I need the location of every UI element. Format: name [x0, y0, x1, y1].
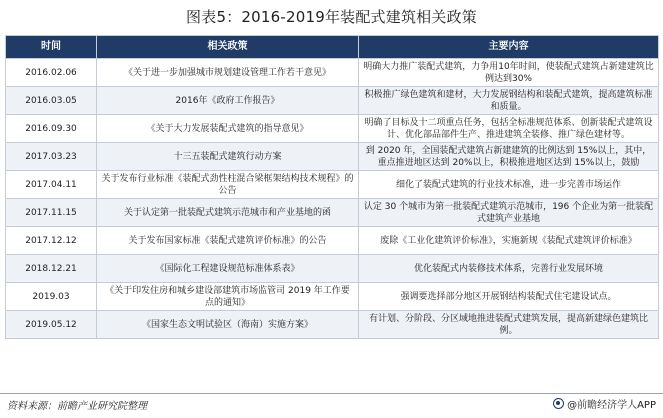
table-row: [6, 87, 659, 115]
cell-content: 细化了装配式建筑的行业技术标准，进一步完善市场运作: [359, 171, 659, 199]
table-row: [6, 199, 659, 227]
cell-time: 2017.03.23: [6, 143, 97, 171]
table-row: [6, 311, 659, 339]
source-note: 资料来源：前瞻产业研究院整理: [7, 401, 147, 412]
cell-time: 2017.12.12: [6, 227, 97, 255]
cell-time: 2019.05.12: [6, 311, 97, 339]
cell-policy: 关于发布国家标准《装配式建筑评价标准》的公告: [97, 227, 359, 255]
cell-policy: 《国际化工程建设规范标准体系表》: [97, 255, 359, 283]
brand-credit: [553, 396, 656, 411]
cell-content: 有计划、分阶段、分区域地推进装配式建筑发展，提高新建绿色建筑比例。: [359, 311, 659, 339]
table-row: [6, 227, 659, 255]
cell-policy: 关于认定第一批装配式建筑示范城市和产业基地的函: [97, 199, 359, 227]
brand-logo-icon: [553, 398, 564, 409]
cell-content: 优化装配式内装修技术体系，完善行业发展环境: [359, 255, 659, 283]
cell-time: 2017.11.15: [6, 199, 97, 227]
policy-table: [5, 35, 659, 339]
cell-time: 2016.02.06: [6, 59, 97, 87]
cell-content: 积极推广绿色建筑和建材，大力发展钢结构和装配式建筑，提高建筑标准和质量。: [359, 87, 659, 115]
table-row: [6, 115, 659, 143]
cell-policy: 《关于印发住房和城乡建设部建筑市场监管司 2019 年工作要点的通知》: [97, 283, 359, 311]
brand-text: @前瞻经济学人APP: [567, 400, 656, 411]
cell-policy: 《关于进一步加强城市规划建设管理工作若干意见》: [97, 59, 359, 87]
cell-content: 废除《工业化建筑评价标准》，实施新规《装配式建筑评价标准》: [359, 227, 659, 255]
table-header-row: [6, 36, 659, 59]
cell-time: 2018.12.21: [6, 255, 97, 283]
header-content: 主要内容: [359, 36, 659, 59]
table-row: [6, 283, 659, 311]
cell-time: 2017.04.11: [6, 171, 97, 199]
cell-time: 2019.03: [6, 283, 97, 311]
cell-content: 到 2020 年，全国装配式建筑占新建建筑的比例达到 15%以上，其中，重点推进地区达到 20%以上，积极推进地区达到 15%以上，鼓励: [359, 143, 659, 171]
cell-policy: 《关于大力发展装配式建筑的指导意见》: [97, 115, 359, 143]
cell-content: 认定 30 个城市为第一批装配式建筑示范城市，196 个企业为第一批装配式建筑产业基地: [359, 199, 659, 227]
cell-content: 明确了目标及十二项重点任务，包括全标准规范体系、创新装配式建筑设计、优化部品部件生产、推进建筑全装修、推广绿色建材等。: [359, 115, 659, 143]
table-row: [6, 143, 659, 171]
table-row: [6, 59, 659, 87]
table-row: [6, 255, 659, 283]
header-time: 时间: [6, 36, 97, 59]
cell-time: 2016.03.05: [6, 87, 97, 115]
cell-content: 明确大力推广装配式建筑，力争用10年时间，使装配式建筑占新建建筑比例达到30%: [359, 59, 659, 87]
footer: [0, 393, 663, 414]
header-policy: 相关政策: [97, 36, 359, 59]
chart-title: 图表5：2016-2019年装配式建筑相关政策: [186, 8, 477, 26]
table-row: [6, 171, 659, 199]
cell-content: 强调要选择部分地区开展钢结构装配式住宅建设试点。: [359, 283, 659, 311]
cell-policy: 《国家生态文明试验区（海南）实施方案》: [97, 311, 359, 339]
cell-time: 2016.09.30: [6, 115, 97, 143]
cell-policy: 十三五装配式建筑行动方案: [97, 143, 359, 171]
cell-policy: 2016年《政府工作报告》: [97, 87, 359, 115]
cell-policy: 关于发布行业标准《装配式劲性柱混合梁框架结构技术规程》的公告: [97, 171, 359, 199]
